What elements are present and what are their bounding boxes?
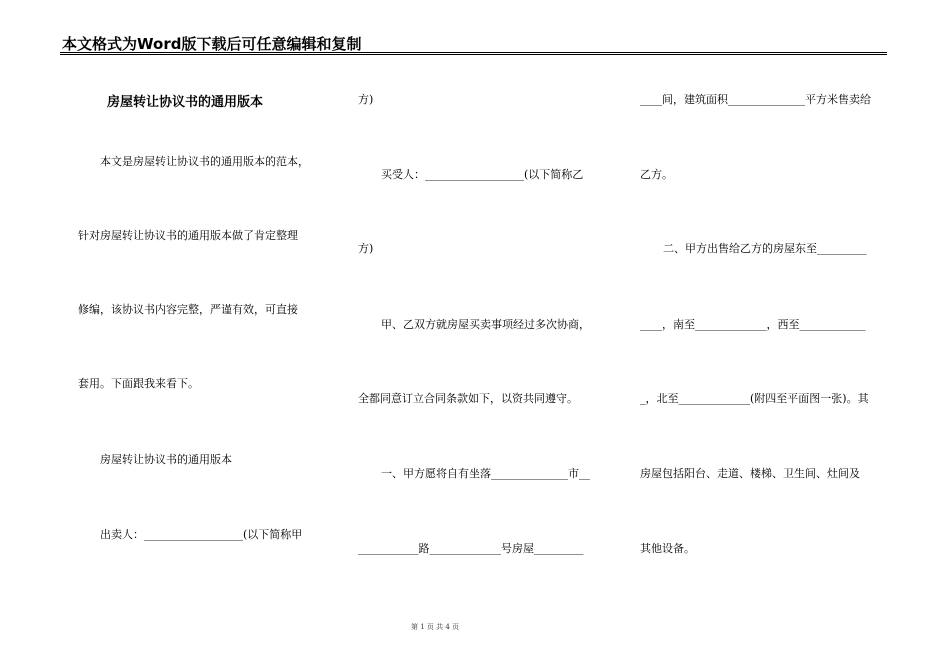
col2-line-6: 一、甲方愿将自有坐落______________市__	[381, 467, 590, 480]
col2-line-2: 买受人：__________________(以下简称乙	[381, 168, 584, 181]
col1-line-1: 本文是房屋转让协议书的通用版本的范本，	[100, 155, 309, 168]
col3-line-7: 其他设备。	[640, 542, 695, 555]
col1-line-4: 套用。下面跟我来看下。	[78, 377, 199, 390]
header-divider	[60, 52, 887, 55]
col3-line-3: 二、甲方出售给乙方的房屋东至_________	[663, 242, 867, 255]
col1-line-2: 针对房屋转让协议书的通用版本做了肯定整理	[78, 229, 298, 242]
col2-line-4: 甲、乙双方就房屋买卖事项经过多次协商，	[381, 318, 590, 331]
col2-line-1: 方)	[358, 93, 374, 106]
col1-line-6: 出卖人：__________________(以下简称甲	[100, 528, 303, 541]
col2-line-5: 全都同意订立合同条款如下，以资共同遵守。	[358, 392, 578, 405]
page-indicator: 第 1 页 共 4 页	[410, 623, 460, 631]
col2-line-3: 方)	[358, 242, 374, 255]
col3-line-1: ____间，建筑面积______________平方米售卖给	[640, 93, 871, 106]
document-title: 房屋转让协议书的通用版本	[107, 95, 264, 110]
col3-line-6: 房屋包括阳台、走道、楼梯、卫生间、灶间及	[640, 467, 860, 480]
col3-line-2: 乙方。	[640, 168, 673, 181]
col1-line-3: 修编，该协议书内容完整，严谨有效，可直接	[78, 303, 298, 316]
col3-line-5: _，北至_____________(附四至平面图一张)。其	[640, 392, 869, 405]
document-banner: 本文格式为Word版下载后可任意编辑和复制	[62, 35, 362, 53]
col2-line-7: ___________路_____________号房屋_________	[358, 542, 584, 555]
col1-line-5: 房屋转让协议书的通用版本	[100, 453, 232, 466]
col3-line-4: ____，南至_____________，西至____________	[640, 318, 866, 331]
